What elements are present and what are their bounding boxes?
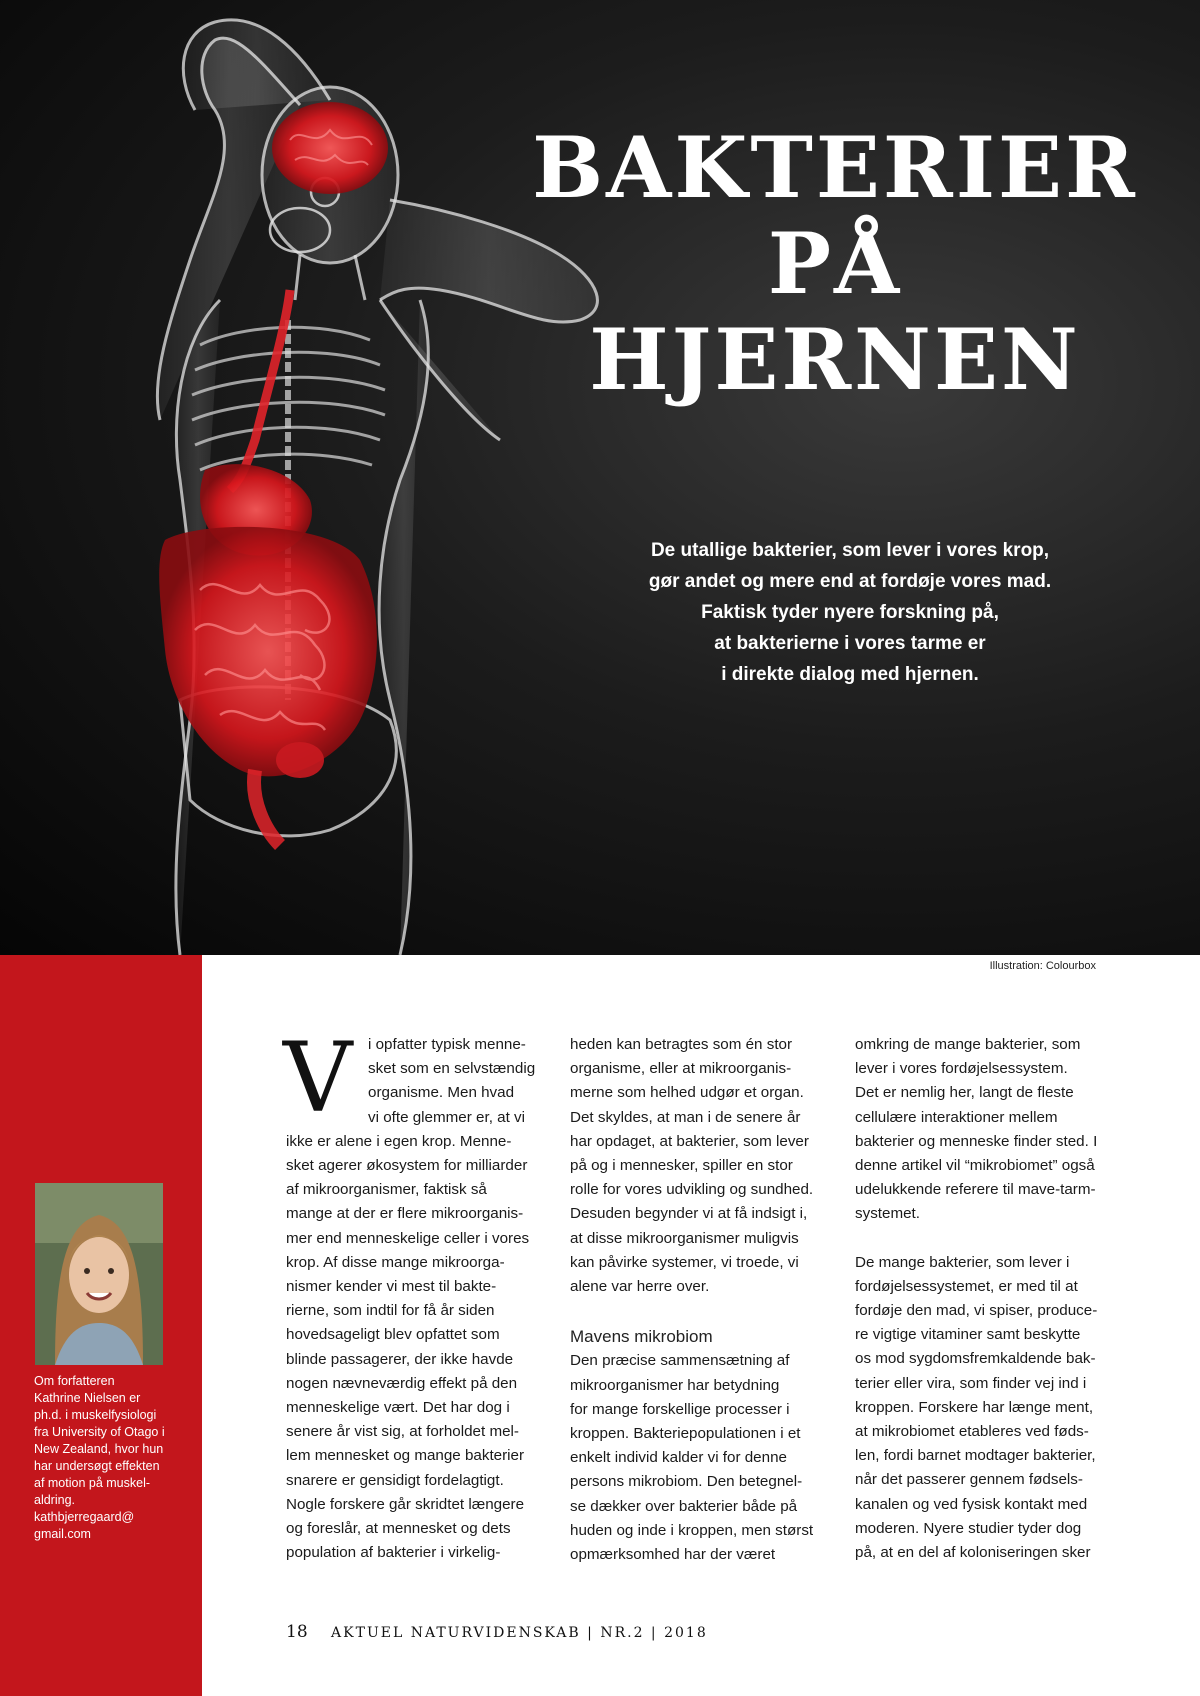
drop-cap: V [283, 1022, 353, 1134]
text-line: kanalen og ved fysisk kontakt med [855, 1495, 1088, 1513]
page-footer [286, 1622, 708, 1642]
bio-line: fra University of Otago i [34, 1425, 165, 1439]
text-line: kroppen. Bakteriepopulationen i et [570, 1425, 801, 1443]
text-line: Den præcise sammensætning af [570, 1352, 790, 1370]
text-line: os mod sygdomsfremkaldende bak- [855, 1350, 1096, 1368]
text-line: hovedsageligt blev opfattet som [286, 1326, 500, 1344]
text-line: når det passerer gennem fødsels- [855, 1471, 1083, 1489]
text-line: ikke er alene i egen krop. Menne- [286, 1132, 512, 1150]
text-line: fordøjelsessystemet, er med til at [855, 1277, 1078, 1295]
bio-line: Om forfatteren [34, 1374, 115, 1388]
lead-line: gør andet og mere end at fordøje vores mad. [648, 571, 1052, 592]
text-line: denne artikel vil “mikrobiomet” også [855, 1157, 1095, 1175]
text-line: vi ofte glemmer er, at vi [368, 1108, 525, 1126]
magazine-issue: AKTUEL NATURVIDENSKAB | NR.2 | 2018 [331, 1625, 708, 1641]
text-line: og foreslår, at mennesket og dets [286, 1520, 511, 1538]
text-line: population af bakterier i virkelig- [286, 1544, 501, 1562]
author-email[interactable]: gmail.com [34, 1527, 91, 1541]
text-line: at mikrobiomet etableres ved føds- [855, 1423, 1089, 1441]
bio-line: New Zealand, hvor hun [34, 1442, 164, 1456]
text-line: lever i vores fordøjelsessystem. [855, 1060, 1068, 1078]
column-3-text-a [855, 1033, 1125, 1227]
column-3-text-b [855, 1251, 1125, 1566]
text-line: på, at en del af koloniseringen sker [855, 1544, 1091, 1562]
text-line: len, fordi barnet modtager bakterier, [855, 1447, 1096, 1465]
text-line: huden og inde i kroppen, men størst [570, 1521, 814, 1539]
text-line: snarere er gensidigt fordelagtigt. [286, 1471, 504, 1489]
text-line: mer end menneskelige celler i vores [286, 1229, 530, 1247]
text-line: enkelt individ kalder vi for denne [570, 1449, 787, 1467]
lead-line: Faktisk tyder nyere forskning på, [701, 602, 999, 623]
lead-line: i direkte dialog med hjernen. [721, 664, 979, 685]
lead-paragraph [590, 535, 1110, 690]
text-line: De mange bakterier, som lever i [855, 1253, 1070, 1271]
text-line: opmærksomhed har der været [570, 1546, 776, 1564]
title-line: PÅ [767, 214, 903, 313]
page-number: 18 [286, 1622, 308, 1642]
text-line: omkring de mange bakterier, som [855, 1036, 1081, 1053]
text-line: at disse mikroorganismer muligvis [570, 1229, 799, 1247]
text-line: nismer kender vi mest til bakte- [286, 1278, 497, 1296]
text-line: persons mikrobiom. Den betegnel- [570, 1473, 803, 1491]
text-line: organisme, eller at mikroorganis- [570, 1060, 792, 1078]
text-line: nogen nævneværdig effekt på den [286, 1374, 518, 1392]
text-line: af mikroorganismer, faktisk så [286, 1181, 487, 1199]
bio-line: Kathrine Nielsen er [34, 1391, 141, 1405]
article-column-2 [570, 1033, 840, 1567]
author-bio [34, 1373, 194, 1543]
text-line: udelukkende referere til mave-tarm- [855, 1181, 1096, 1199]
text-line: mange at der er flere mikroorganis- [286, 1205, 524, 1223]
text-line: kan påvirke systemer, vi troede, vi [570, 1253, 799, 1271]
text-line: systemet. [855, 1205, 920, 1223]
text-line: på og i mennesker, spiller en stor [570, 1157, 793, 1175]
text-line: krop. Af disse mange mikroorga- [286, 1253, 505, 1271]
text-line: Desuden begynder vi at få indsigt i, [570, 1205, 808, 1223]
text-line: blinde passagerer, der ikke havde [286, 1350, 514, 1368]
bio-line: ph.d. i muskelfysiologi [34, 1408, 157, 1422]
lead-line: at bakterierne i vores tarme er [714, 633, 986, 654]
illustration-credit: Illustration: Colourbox [989, 960, 1096, 972]
text-line: Det skyldes, at man i de senere år [570, 1108, 801, 1126]
text-line: organisme. Men hvad [368, 1084, 515, 1102]
article-column-3 [855, 1033, 1125, 1565]
text-line: lem mennesket og mange bakterier [286, 1447, 525, 1465]
bio-line: har undersøgt effekten [34, 1459, 160, 1473]
author-email[interactable]: kathbjerregaard@ [34, 1510, 135, 1524]
column-2-text-a [570, 1033, 840, 1299]
text-line: mikroorganismer har betydning [570, 1376, 780, 1394]
text-line: alene var herre over. [570, 1278, 710, 1296]
text-line: heden kan betragtes som én stor [570, 1036, 793, 1053]
text-line: har opdaget, at bakterier, som lever [570, 1132, 809, 1150]
title-line: BAKTERIER [532, 118, 1138, 217]
text-line: terier eller vira, som finder vej ind i [855, 1374, 1087, 1392]
lead-line: De utallige bakterier, som lever i vores krop, [650, 540, 1050, 561]
text-line: cellulære interaktioner mellem [855, 1108, 1058, 1126]
text-line: rolle for vores udvikling og sundhed. [570, 1181, 814, 1199]
text-line: rierne, som indtil for få år siden [286, 1302, 495, 1320]
text-line: senere år vist sig, at forholdet mel- [286, 1423, 519, 1441]
text-line: sket agerer økosystem for milliarder [286, 1157, 528, 1175]
text-line: se dækker over bakterier både på [570, 1497, 798, 1515]
title-line: HJERNEN [589, 310, 1081, 409]
text-line: fordøje den mad, vi spiser, produce- [855, 1302, 1098, 1320]
bio-line: af motion på muskel- [34, 1476, 151, 1490]
text-line: bakterier og menneske finder sted. I [855, 1132, 1098, 1150]
article-title [520, 120, 1150, 408]
text-line: kroppen. Forskere har længe ment, [855, 1398, 1094, 1416]
column-2-text-b [570, 1349, 840, 1567]
text-line: i opfatter typisk menne- [368, 1036, 526, 1053]
bio-line: aldring. [34, 1493, 75, 1507]
text-line: moderen. Nyere studier tyder dog [855, 1519, 1082, 1537]
text-line: merne som helhed udgør et organ. [570, 1084, 804, 1102]
text-line: sket som en selvstændig [368, 1060, 536, 1078]
text-line: Nogle forskere går skridtet længere [286, 1495, 525, 1513]
text-line: menneskelige vært. Det har dog i [286, 1399, 510, 1417]
section-subheading: Mavens mikrobiom [570, 1327, 713, 1347]
text-line: Det er nemlig her, langt de fleste [855, 1084, 1074, 1102]
text-line: re vigtige vitaminer samt beskytte [855, 1326, 1081, 1344]
author-photo [35, 1183, 163, 1365]
article-column-1 [286, 1033, 556, 1565]
text-line: for mange forskellige processer i [570, 1400, 790, 1418]
